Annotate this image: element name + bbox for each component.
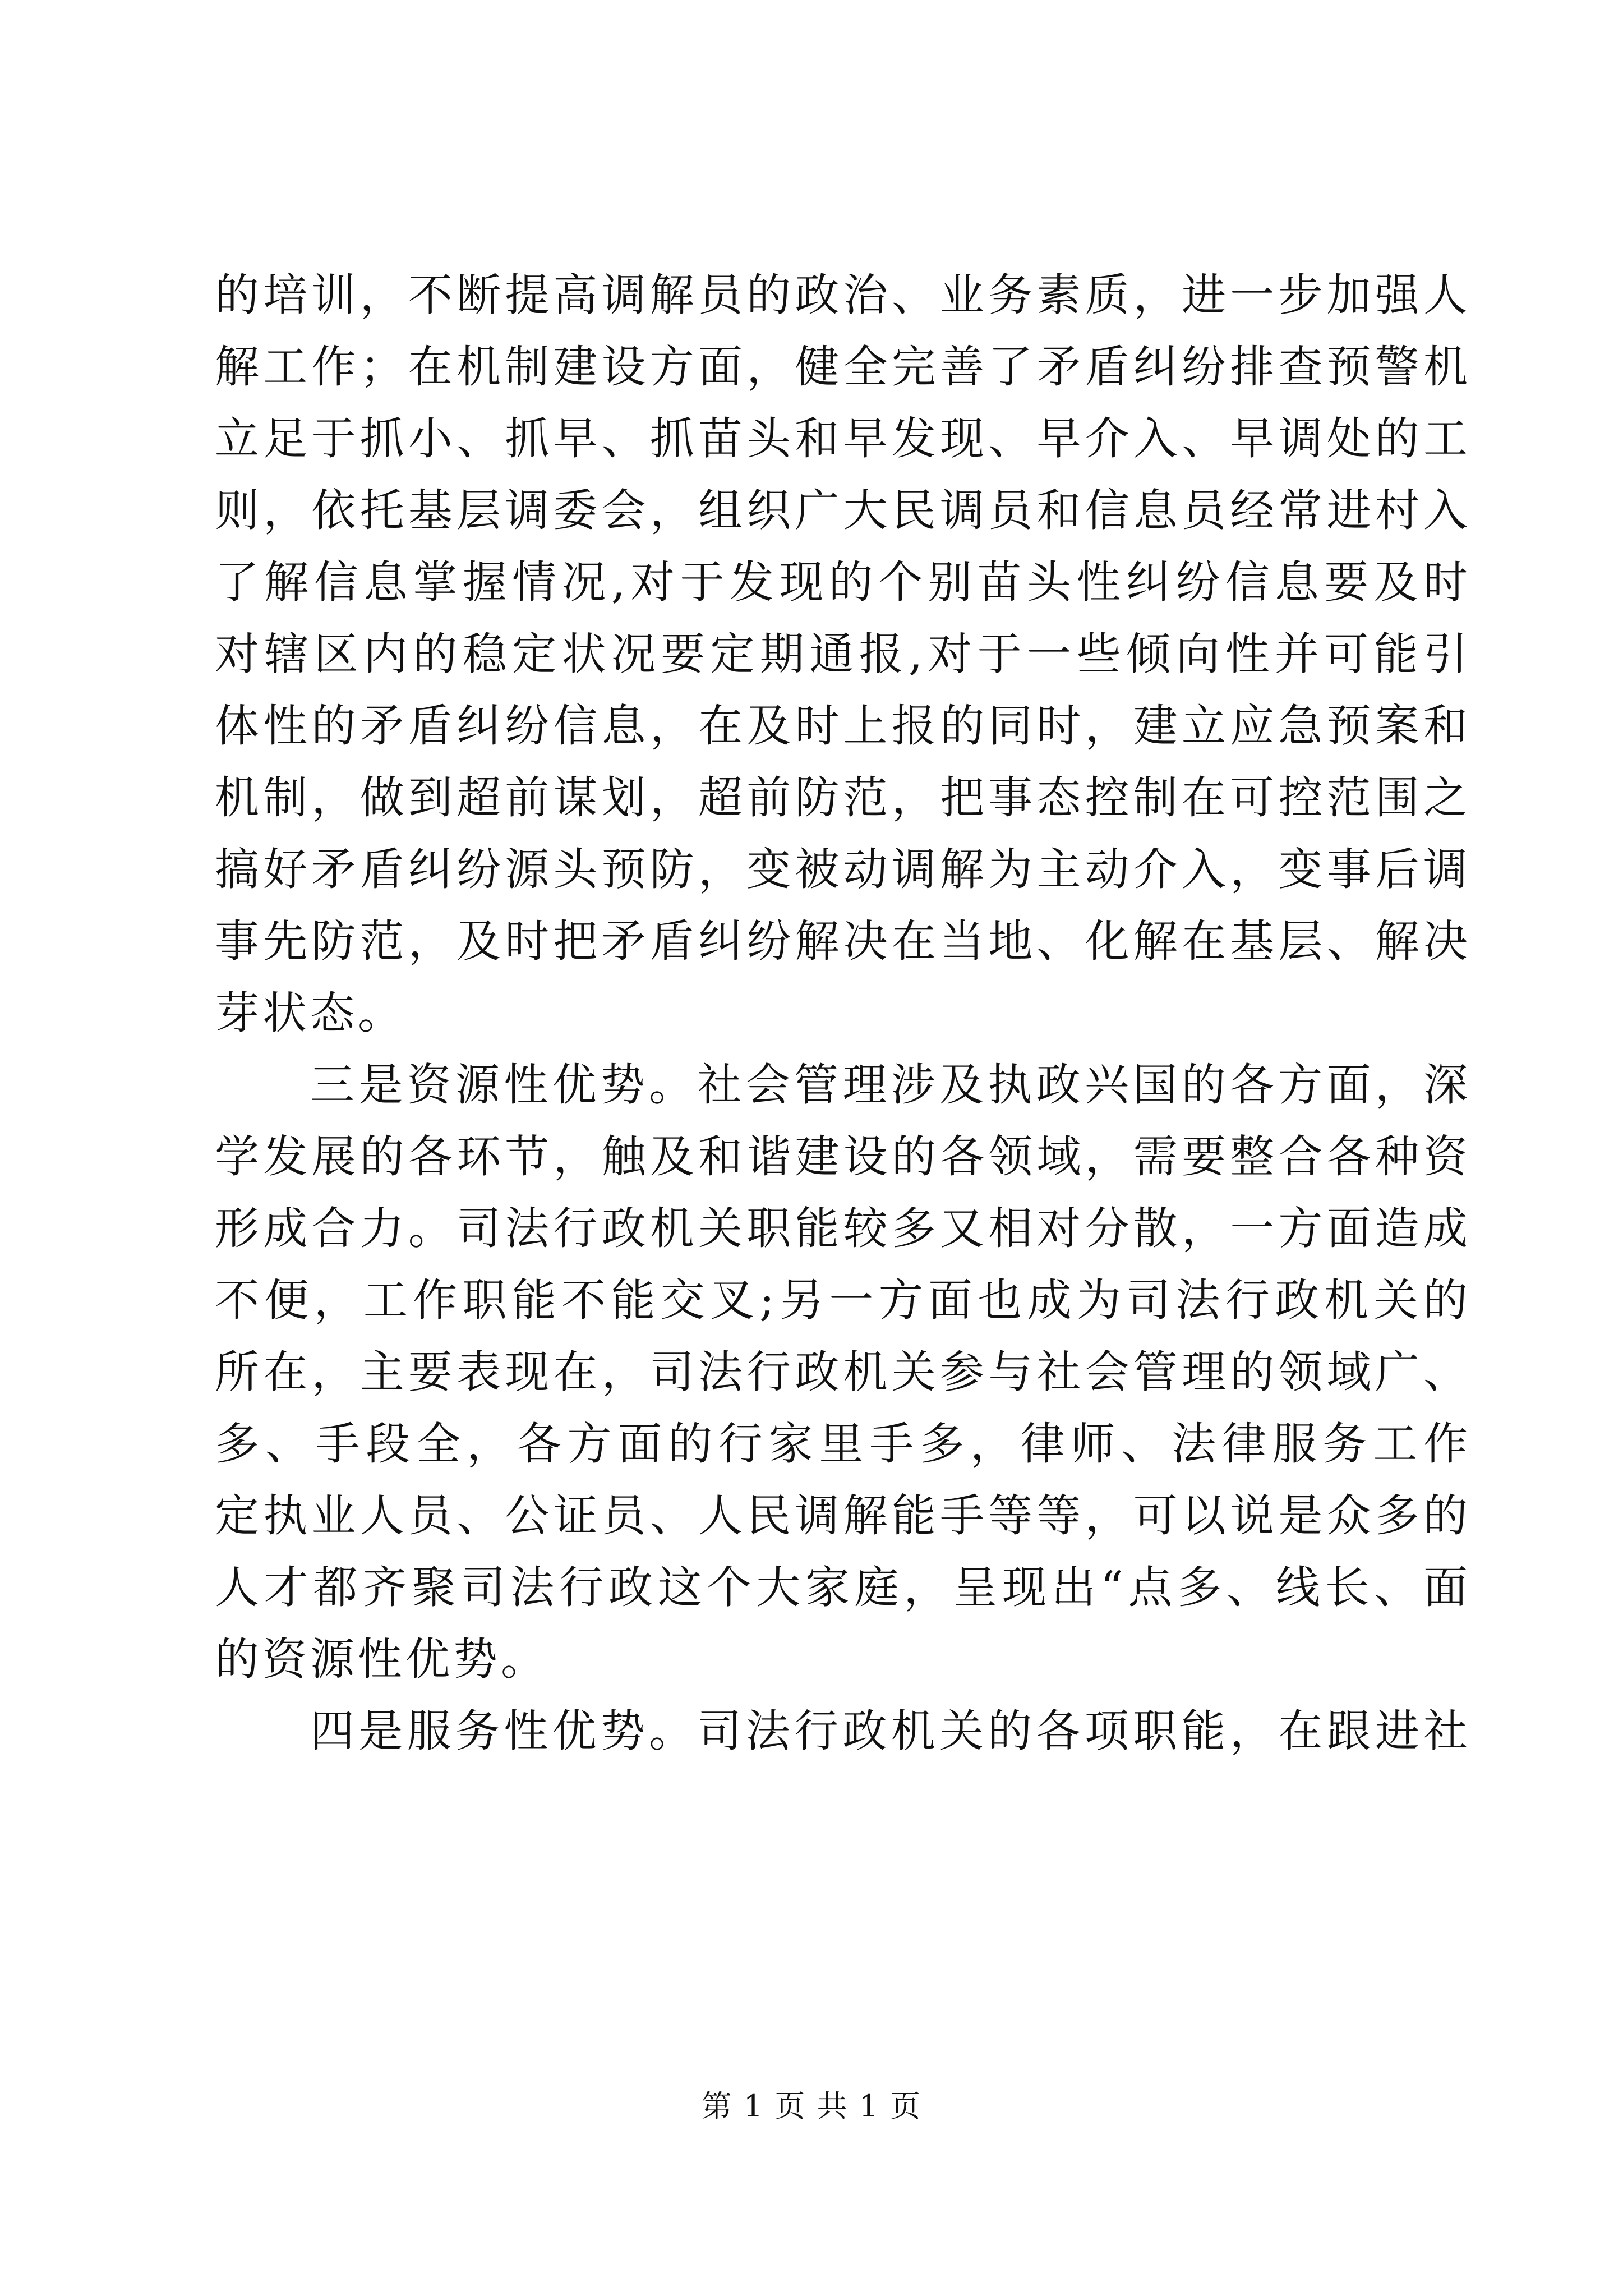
text-line: 则，依托基层调委会，组织广大民调员和信息员经常进村入 <box>215 485 1471 536</box>
text-line: 多、手段全，各方面的行家里手多，律师、法律服务工作 <box>215 1418 1471 1470</box>
text-line: 对辖区内的稳定状况要定期通报,对于一些倾向性并可能引 <box>215 628 1471 680</box>
text-line: 芽状态。 <box>215 987 405 1039</box>
text-line: 学发展的各环节，触及和谐建设的各领域，需要整合各种资 <box>215 1131 1471 1182</box>
text-line: 立足于抓小、抓早、抓苗头和早发现、早介入、早调处的工 <box>215 413 1471 464</box>
text-line: 所在，主要表现在，司法行政机关参与社会管理的领域广、 <box>215 1346 1471 1398</box>
text-line: 不便，工作职能不能交叉;另一方面也成为司法行政机关的 <box>215 1274 1471 1326</box>
text-line: 形成合力。司法行政机关职能较多又相对分散，一方面造成 <box>215 1203 1471 1254</box>
text-line: 了解信息掌握情况,对于发现的个别苗头性纠纷信息要及时 <box>215 556 1471 608</box>
text-line: 的资源性优势。 <box>215 1634 548 1685</box>
text-line: 体性的矛盾纠纷信息，在及时上报的同时，建立应急预案和 <box>215 700 1471 752</box>
text-line: 人才都齐聚司法行政这个大家庭，呈现出“点多、线长、面 <box>215 1562 1471 1613</box>
text-line: 事先防范，及时把矛盾纠纷解决在当地、化解在基层、解决 <box>215 915 1471 967</box>
page-footer: 第 1 页 共 1 页 <box>701 2088 922 2124</box>
text-line: 定执业人员、公证员、人民调解能手等等，可以说是众多的 <box>215 1490 1471 1542</box>
text-line: 机制，做到超前谋划，超前防范，把事态控制在可控范围之 <box>215 772 1471 823</box>
text-line: 搞好矛盾纠纷源头预防，变被动调解为主动介入，变事后调 <box>215 844 1471 895</box>
paragraph-first-line: 四是服务性优势。司法行政机关的各项职能，在跟进社 <box>310 1705 1471 1757</box>
paragraph-first-line: 三是资源性优势。社会管理涉及执政兴国的各方面，深 <box>310 1059 1471 1111</box>
text-line: 的培训，不断提高调解员的政治、业务素质，进一步加强人 <box>215 269 1471 321</box>
document-body <box>215 259 1471 1767</box>
text-line: 解工作；在机制建设方面，健全完善了矛盾纠纷排查预警机 <box>215 341 1471 393</box>
